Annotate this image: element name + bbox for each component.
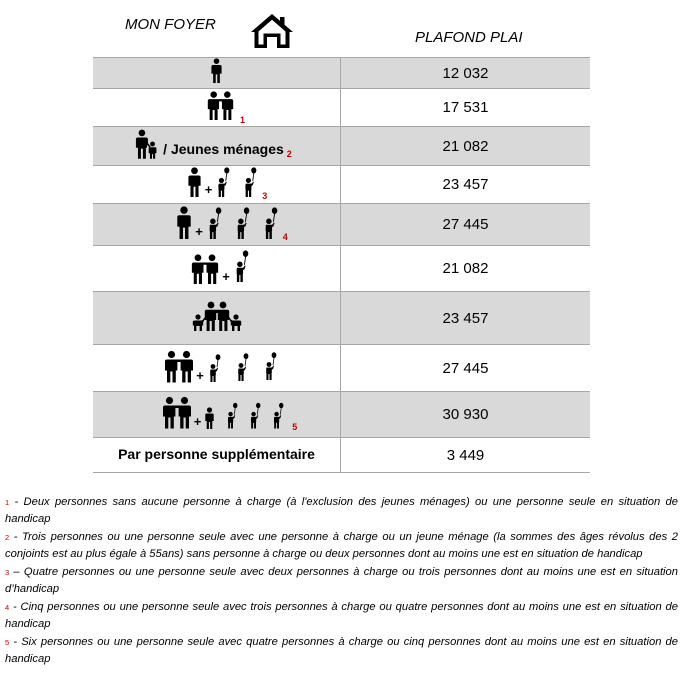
extra-person-label: Par personne supplémentaire (118, 446, 315, 462)
child-with-balloon-icon (225, 402, 238, 429)
ceiling-value: 12 032 (341, 58, 591, 89)
footnote-text: - Cinq personnes ou une personne seule avec trois personnes à charge ou quatre personnes dont au moins une est en situation de handicap (5, 600, 678, 631)
footnote-ref: 4 (282, 231, 288, 242)
ceiling-value: 23 457 (341, 292, 591, 345)
plus-sign: + (195, 223, 203, 239)
plafond-plai-header: PLAFOND PLAI (415, 29, 523, 46)
footnote-ref: 2 (286, 148, 292, 159)
household-cell (93, 204, 341, 246)
household-cell (93, 58, 341, 89)
ceiling-value: 3 449 (341, 438, 591, 473)
child-with-balloon-icon (234, 207, 250, 239)
footnote-number: 4 (5, 602, 10, 612)
parent-holding-child-icon (135, 129, 159, 159)
table-row (93, 392, 590, 438)
footnote-text: – Quatre personnes ou une personne seule avec deux personnes à charge ou trois personnes dont au moins une est en situation d’handicap (5, 565, 678, 596)
footnotes (5, 494, 678, 669)
jeunes-menages-label: / Jeunes ménages (163, 140, 284, 157)
footnote-text: - Deux personnes sans aucune personne à charge (à l'exclusion des jeunes ménages) ou une personne seule en situation de handicap (5, 496, 678, 526)
footnote-ref: 3 (262, 191, 268, 201)
footnote (5, 599, 678, 633)
ceiling-value: 27 445 (341, 204, 591, 246)
footnote-ref: 1 (239, 114, 245, 125)
adult-person-icon (209, 58, 224, 83)
child-with-balloon-icon (263, 349, 277, 383)
table-row (93, 127, 590, 166)
household-cell (93, 292, 341, 345)
child-with-balloon-icon (207, 353, 221, 383)
adult-person-icon (175, 206, 193, 239)
household-cell (93, 246, 341, 292)
child-with-balloon-icon (271, 402, 284, 429)
household-cell (93, 89, 341, 127)
ceiling-value: 21 082 (341, 127, 591, 166)
footnote-text: - Trois personnes ou une personne seule avec une personne à charge ou un jeune ménage (la sommes des âges révolus des 2 conjoints est au plus égale à 55ans) sans personne à charge ou deux personnes dont au moins une est en situation de handicap (5, 530, 678, 561)
table-row (93, 89, 590, 127)
child-with-balloon-icon (248, 402, 261, 429)
couple-icon (206, 91, 235, 120)
footnote (5, 529, 678, 563)
table-row (93, 345, 590, 392)
table-row (93, 58, 590, 89)
household-cell (93, 345, 341, 392)
household-cell (93, 127, 341, 166)
child-with-balloon-icon (233, 248, 249, 284)
ceiling-value: 23 457 (341, 166, 591, 204)
footnote-number: 5 (5, 637, 10, 647)
footnote (5, 494, 678, 528)
plus-sign: + (204, 182, 213, 197)
plus-sign: + (193, 413, 202, 429)
adult-person-icon (186, 167, 203, 197)
household-cell (93, 166, 341, 204)
child-with-balloon-icon (215, 167, 230, 197)
couple-icon (190, 254, 220, 284)
footnote-text: - Six personnes ou une personne seule avec quatre personnes à charge ou cinq personnes dont au moins une est en situation de handicap (5, 635, 678, 666)
family-icon (191, 300, 243, 332)
plus-sign: + (222, 269, 230, 284)
table-row (93, 292, 590, 345)
footnote-number: 2 (5, 532, 10, 542)
header-title: MON FOYER (125, 16, 216, 33)
footnote (5, 634, 678, 668)
child-icon (204, 407, 215, 429)
income-ceiling-table (93, 57, 590, 473)
ceiling-value: 30 930 (341, 392, 591, 438)
couple-icon (164, 350, 194, 383)
child-with-balloon-icon (262, 207, 278, 239)
ceiling-value: 21 082 (341, 246, 591, 292)
table-row (93, 438, 590, 473)
house-icon (250, 13, 294, 49)
footnote (5, 564, 678, 598)
footnote-ref: 5 (292, 421, 298, 432)
household-cell (93, 438, 341, 473)
child-with-balloon-icon (206, 207, 222, 239)
ceiling-value: 27 445 (341, 345, 591, 392)
household-cell (93, 392, 341, 438)
footnote-number: 1 (5, 498, 10, 507)
child-with-balloon-icon (242, 167, 257, 197)
ceiling-value: 17 531 (341, 89, 591, 127)
table-row (93, 246, 590, 292)
couple-icon (162, 396, 192, 429)
plus-sign: + (196, 367, 204, 383)
child-with-balloon-icon (235, 351, 249, 383)
table-row (93, 204, 590, 246)
footnote-number: 3 (5, 567, 10, 577)
table-row (93, 166, 590, 204)
